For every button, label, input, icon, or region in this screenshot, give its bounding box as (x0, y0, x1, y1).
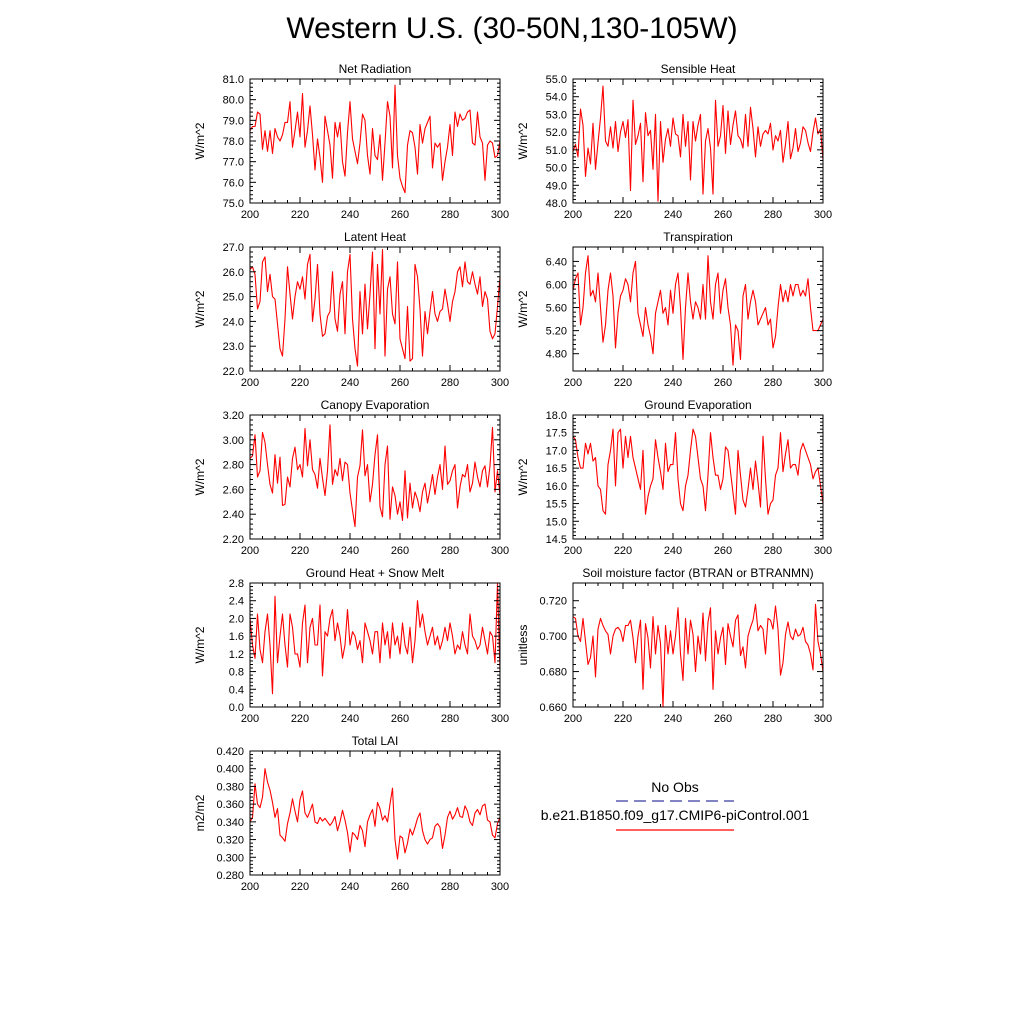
x-tick-label: 220 (613, 713, 633, 725)
x-tick-label: 300 (813, 209, 833, 221)
series-line (573, 429, 823, 514)
chart-panel (193, 398, 509, 557)
y-tick-label: 25.0 (222, 291, 244, 304)
y-tick-label: 53.0 (545, 109, 567, 122)
x-tick-label: 200 (563, 713, 583, 725)
y-tick-label: 50.0 (545, 162, 567, 175)
y-tick-label: 24.0 (222, 316, 244, 329)
x-tick-label: 200 (240, 713, 260, 725)
x-tick-label: 260 (390, 377, 410, 389)
x-tick-label: 260 (390, 209, 410, 221)
y-tick-label: 18.0 (545, 410, 567, 422)
x-tick-label: 300 (813, 545, 833, 557)
y-tick-label: 0.400 (216, 763, 244, 776)
legend-obs-label: No Obs (651, 779, 699, 795)
panel-title: Total LAI (351, 734, 399, 748)
y-tick-label: 26.0 (222, 266, 244, 279)
y-tick-label: 5.20 (545, 325, 567, 338)
panel-title: Transpiration (663, 230, 733, 244)
panel-title: Sensible Heat (660, 62, 736, 76)
y-tick-label: 17.0 (545, 445, 567, 458)
y-tick-label: 2.20 (222, 534, 244, 546)
plot-frame (573, 583, 823, 707)
y-tick-label: 0.360 (216, 799, 244, 812)
x-tick-label: 240 (340, 713, 360, 725)
x-tick-label: 240 (340, 209, 360, 221)
y-tick-label: 52.0 (545, 127, 567, 140)
y-tick-label: 2.4 (228, 595, 244, 608)
plot-frame (250, 583, 500, 707)
chart-panel (516, 566, 832, 725)
x-tick-label: 260 (390, 713, 410, 725)
y-tick-label: 49.0 (545, 180, 567, 193)
x-tick-label: 240 (663, 545, 683, 557)
y-axis-label: W/m^2 (193, 626, 207, 664)
series-line (573, 256, 823, 366)
plot-frame (250, 247, 500, 371)
chart-panel (193, 230, 509, 389)
y-axis-label: W/m^2 (193, 458, 207, 496)
x-tick-label: 200 (240, 545, 260, 557)
x-tick-label: 300 (490, 377, 510, 389)
y-tick-label: 0.720 (539, 595, 567, 608)
y-tick-label: 14.5 (545, 534, 567, 546)
chart-panel (516, 62, 832, 221)
x-tick-label: 260 (713, 713, 733, 725)
y-tick-label: 5.60 (545, 302, 567, 315)
x-tick-label: 200 (240, 377, 260, 389)
x-tick-label: 260 (390, 545, 410, 557)
y-tick-label: 48.0 (545, 198, 567, 210)
x-tick-label: 240 (340, 377, 360, 389)
series-line (250, 769, 500, 859)
y-tick-label: 3.00 (222, 434, 244, 447)
panel-title: Canopy Evaporation (320, 398, 430, 412)
y-tick-label: 77.0 (222, 156, 244, 169)
x-tick-label: 240 (663, 209, 683, 221)
y-tick-label: 2.60 (222, 484, 244, 497)
plot-frame (573, 415, 823, 539)
series-line (573, 604, 823, 707)
x-tick-label: 260 (390, 881, 410, 893)
y-axis-label: W/m^2 (193, 122, 207, 160)
x-tick-label: 200 (563, 545, 583, 557)
plot-frame (250, 751, 500, 875)
x-tick-label: 220 (290, 881, 310, 893)
x-tick-label: 300 (813, 377, 833, 389)
y-tick-label: 0.320 (216, 834, 244, 847)
y-tick-label: 22.0 (222, 366, 244, 378)
y-tick-label: 0.340 (216, 816, 244, 829)
figure-title: Western U.S. (30-50N,130-105W) (286, 12, 738, 45)
y-tick-label: 4.80 (545, 348, 567, 361)
y-tick-label: 6.00 (545, 279, 567, 292)
panel-title: Ground Evaporation (644, 398, 752, 412)
x-tick-label: 300 (490, 881, 510, 893)
y-tick-label: 0.4 (228, 684, 244, 697)
x-tick-label: 200 (240, 881, 260, 893)
x-tick-label: 200 (240, 209, 260, 221)
x-tick-label: 240 (340, 881, 360, 893)
y-tick-label: 0.680 (539, 666, 567, 679)
chart-panel (193, 566, 509, 725)
x-tick-label: 240 (663, 713, 683, 725)
y-tick-label: 80.0 (222, 94, 244, 107)
x-tick-label: 280 (763, 545, 783, 557)
y-axis-label: W/m^2 (516, 122, 530, 160)
x-tick-label: 300 (490, 545, 510, 557)
y-tick-label: 23.0 (222, 341, 244, 354)
chart-legend (541, 779, 810, 830)
series-line (250, 425, 500, 527)
chart-panels (193, 62, 832, 893)
y-axis-label: W/m^2 (193, 290, 207, 328)
y-tick-label: 1.2 (228, 648, 244, 661)
y-tick-label: 0.300 (216, 852, 244, 865)
panel-title: Net Radiation (338, 62, 412, 76)
x-tick-label: 280 (763, 377, 783, 389)
chart-panel (516, 230, 832, 389)
y-tick-label: 1.6 (228, 631, 244, 644)
x-tick-label: 220 (290, 713, 310, 725)
chart-panel (516, 398, 832, 557)
y-tick-label: 54.0 (545, 91, 567, 104)
series-line (250, 85, 500, 193)
x-tick-label: 260 (713, 545, 733, 557)
y-axis-label: W/m^2 (516, 458, 530, 496)
x-tick-label: 200 (563, 377, 583, 389)
y-tick-label: 3.20 (222, 410, 244, 422)
x-tick-label: 280 (440, 545, 460, 557)
plot-frame (250, 79, 500, 203)
series-line (250, 250, 500, 367)
y-tick-label: 0.660 (539, 702, 567, 714)
panel-title: Soil moisture factor (BTRAN or BTRANMN) (582, 566, 814, 580)
x-tick-label: 280 (440, 881, 460, 893)
y-tick-label: 0.280 (216, 870, 244, 882)
y-tick-label: 0.8 (228, 666, 244, 679)
y-tick-label: 17.5 (545, 427, 567, 440)
x-tick-label: 220 (290, 209, 310, 221)
x-tick-label: 260 (713, 209, 733, 221)
x-tick-label: 220 (613, 209, 633, 221)
y-tick-label: 0.0 (228, 702, 244, 714)
x-tick-label: 260 (713, 377, 733, 389)
y-tick-label: 0.700 (539, 631, 567, 644)
series-line (250, 583, 500, 694)
x-tick-label: 300 (490, 713, 510, 725)
x-tick-label: 240 (663, 377, 683, 389)
y-tick-label: 16.0 (545, 480, 567, 493)
y-tick-label: 75.0 (222, 198, 244, 210)
y-tick-label: 55.0 (545, 74, 567, 86)
x-tick-label: 240 (340, 545, 360, 557)
y-tick-label: 78.0 (222, 136, 244, 148)
x-tick-label: 280 (763, 713, 783, 725)
x-tick-label: 280 (440, 209, 460, 221)
y-tick-label: 0.420 (216, 746, 244, 758)
y-axis-label: m2/m2 (193, 794, 207, 832)
chart-panel (193, 734, 509, 893)
x-tick-label: 200 (563, 209, 583, 221)
y-axis-label: unitless (516, 624, 530, 666)
x-tick-label: 280 (440, 377, 460, 389)
y-tick-label: 2.0 (228, 613, 244, 626)
x-tick-label: 220 (613, 377, 633, 389)
y-tick-label: 15.0 (545, 516, 567, 529)
chart-panel (193, 62, 509, 221)
legend-model-label: b.e21.B1850.f09_g17.CMIP6-piControl.001 (540, 807, 810, 823)
panel-title: Ground Heat + Snow Melt (305, 566, 445, 580)
y-tick-label: 79.0 (222, 115, 244, 128)
y-tick-label: 51.0 (545, 144, 567, 157)
x-tick-label: 300 (813, 713, 833, 725)
x-tick-label: 280 (763, 209, 783, 221)
x-tick-label: 280 (440, 713, 460, 725)
y-tick-label: 0.380 (216, 781, 244, 794)
y-tick-label: 27.0 (222, 242, 244, 254)
y-tick-label: 16.5 (545, 463, 567, 476)
y-tick-label: 76.0 (222, 177, 244, 190)
series-line (573, 86, 823, 201)
y-tick-label: 81.0 (222, 74, 244, 86)
x-tick-label: 220 (290, 545, 310, 557)
x-tick-label: 220 (290, 377, 310, 389)
y-tick-label: 2.8 (228, 578, 244, 590)
y-axis-label: W/m^2 (516, 290, 530, 328)
y-tick-label: 2.40 (222, 509, 244, 522)
y-tick-label: 2.80 (222, 459, 244, 472)
x-tick-label: 300 (490, 209, 510, 221)
x-tick-label: 220 (613, 545, 633, 557)
panel-title: Latent Heat (343, 230, 407, 244)
y-tick-label: 6.40 (545, 256, 567, 269)
y-tick-label: 15.5 (545, 498, 567, 511)
